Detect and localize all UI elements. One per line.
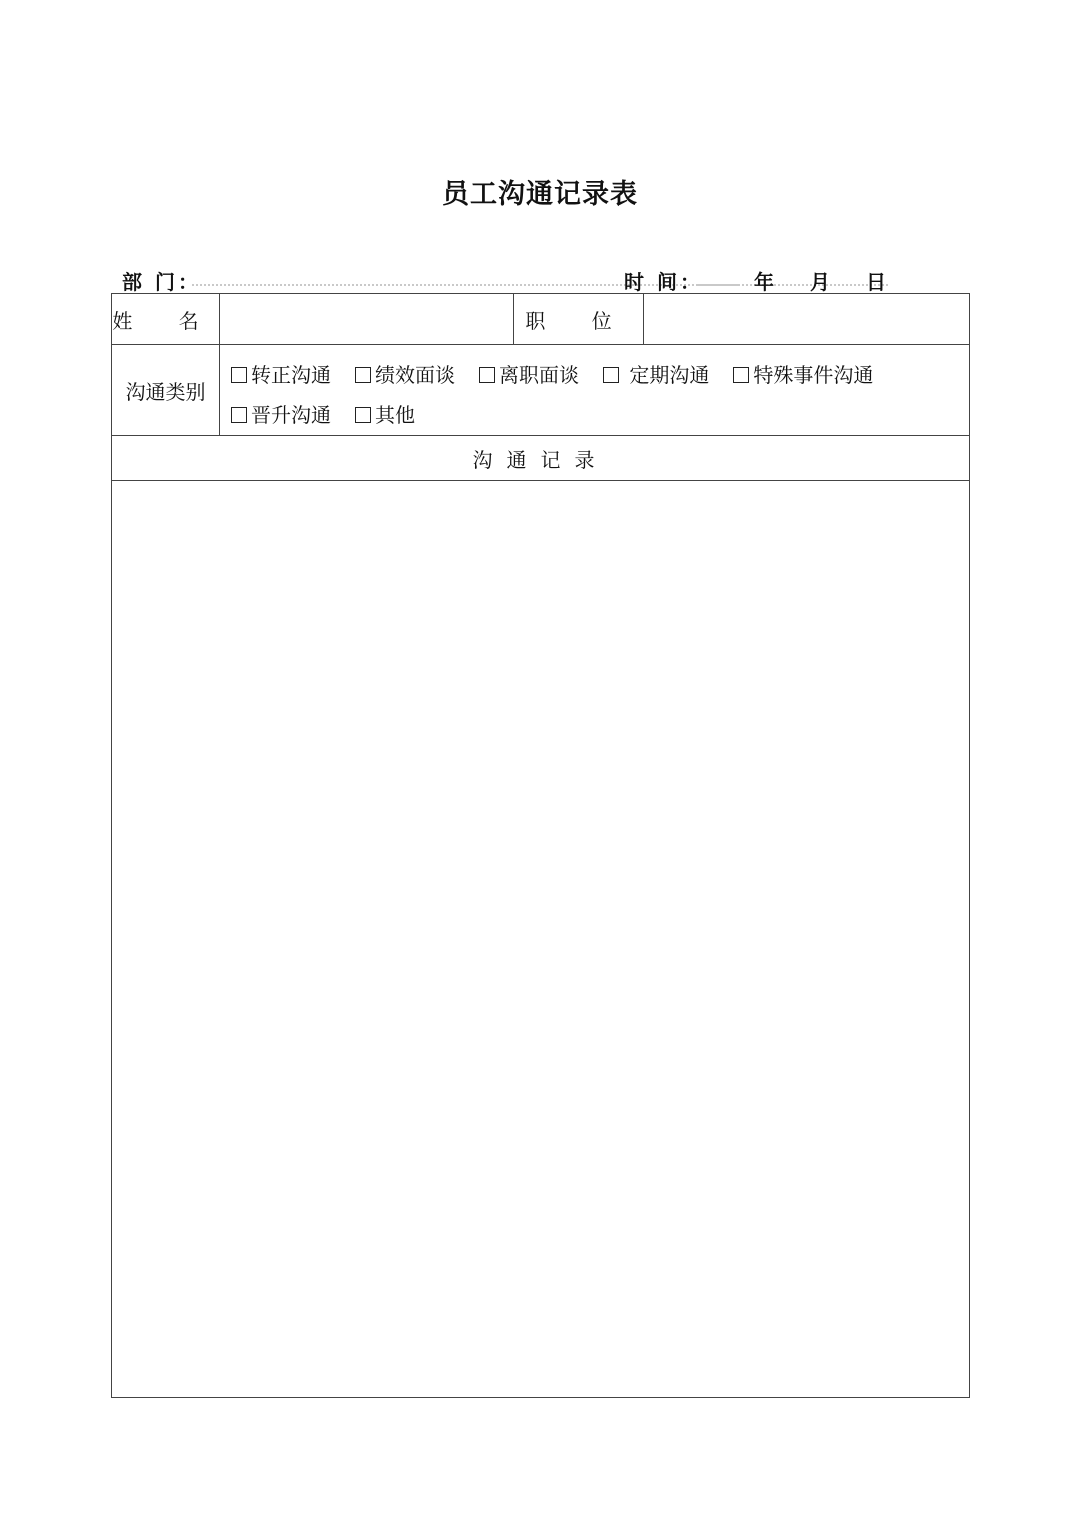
type-option[interactable]: 其他: [355, 395, 415, 435]
communication-type-row: [112, 345, 970, 436]
day-label: 日: [866, 270, 886, 294]
checkbox-icon[interactable]: [479, 367, 495, 383]
type-option[interactable]: 特殊事件沟通: [733, 355, 873, 395]
record-header-row: [112, 436, 970, 481]
form-title: 员工沟通记录表: [442, 179, 638, 210]
type-options-second-line: [231, 395, 969, 435]
meta-row: [122, 264, 968, 294]
type-option[interactable]: 转正沟通: [231, 355, 331, 395]
name-field[interactable]: [220, 294, 514, 345]
checkbox-icon[interactable]: [603, 367, 619, 383]
year-label: 年: [754, 270, 774, 294]
date-label: 时 间：: [624, 270, 703, 294]
record-header: 沟通记录: [112, 436, 970, 481]
checkbox-icon[interactable]: [733, 367, 749, 383]
record-body-row: [112, 481, 970, 1398]
checkbox-icon[interactable]: [231, 367, 247, 383]
record-body-field[interactable]: [112, 481, 970, 1398]
month-label: 月: [810, 270, 830, 294]
department-label: 部 门：: [122, 270, 201, 294]
communication-type-label: 沟通类别: [112, 345, 220, 436]
type-option[interactable]: 定期沟通: [603, 355, 709, 395]
position-field[interactable]: [644, 294, 970, 345]
date-field[interactable]: [698, 284, 888, 286]
type-option[interactable]: 离职面谈: [479, 355, 579, 395]
type-option[interactable]: 绩效面谈: [355, 355, 455, 395]
checkbox-icon[interactable]: [355, 367, 371, 383]
position-label: 职 位: [514, 294, 644, 345]
name-position-row: [112, 294, 970, 345]
checkbox-icon[interactable]: [355, 407, 371, 423]
checkbox-icon[interactable]: [231, 407, 247, 423]
type-option[interactable]: 晋升沟通: [231, 395, 331, 435]
name-label: 姓 名: [112, 294, 220, 345]
communication-type-options: [220, 345, 970, 436]
communication-form-table: [111, 293, 970, 1398]
